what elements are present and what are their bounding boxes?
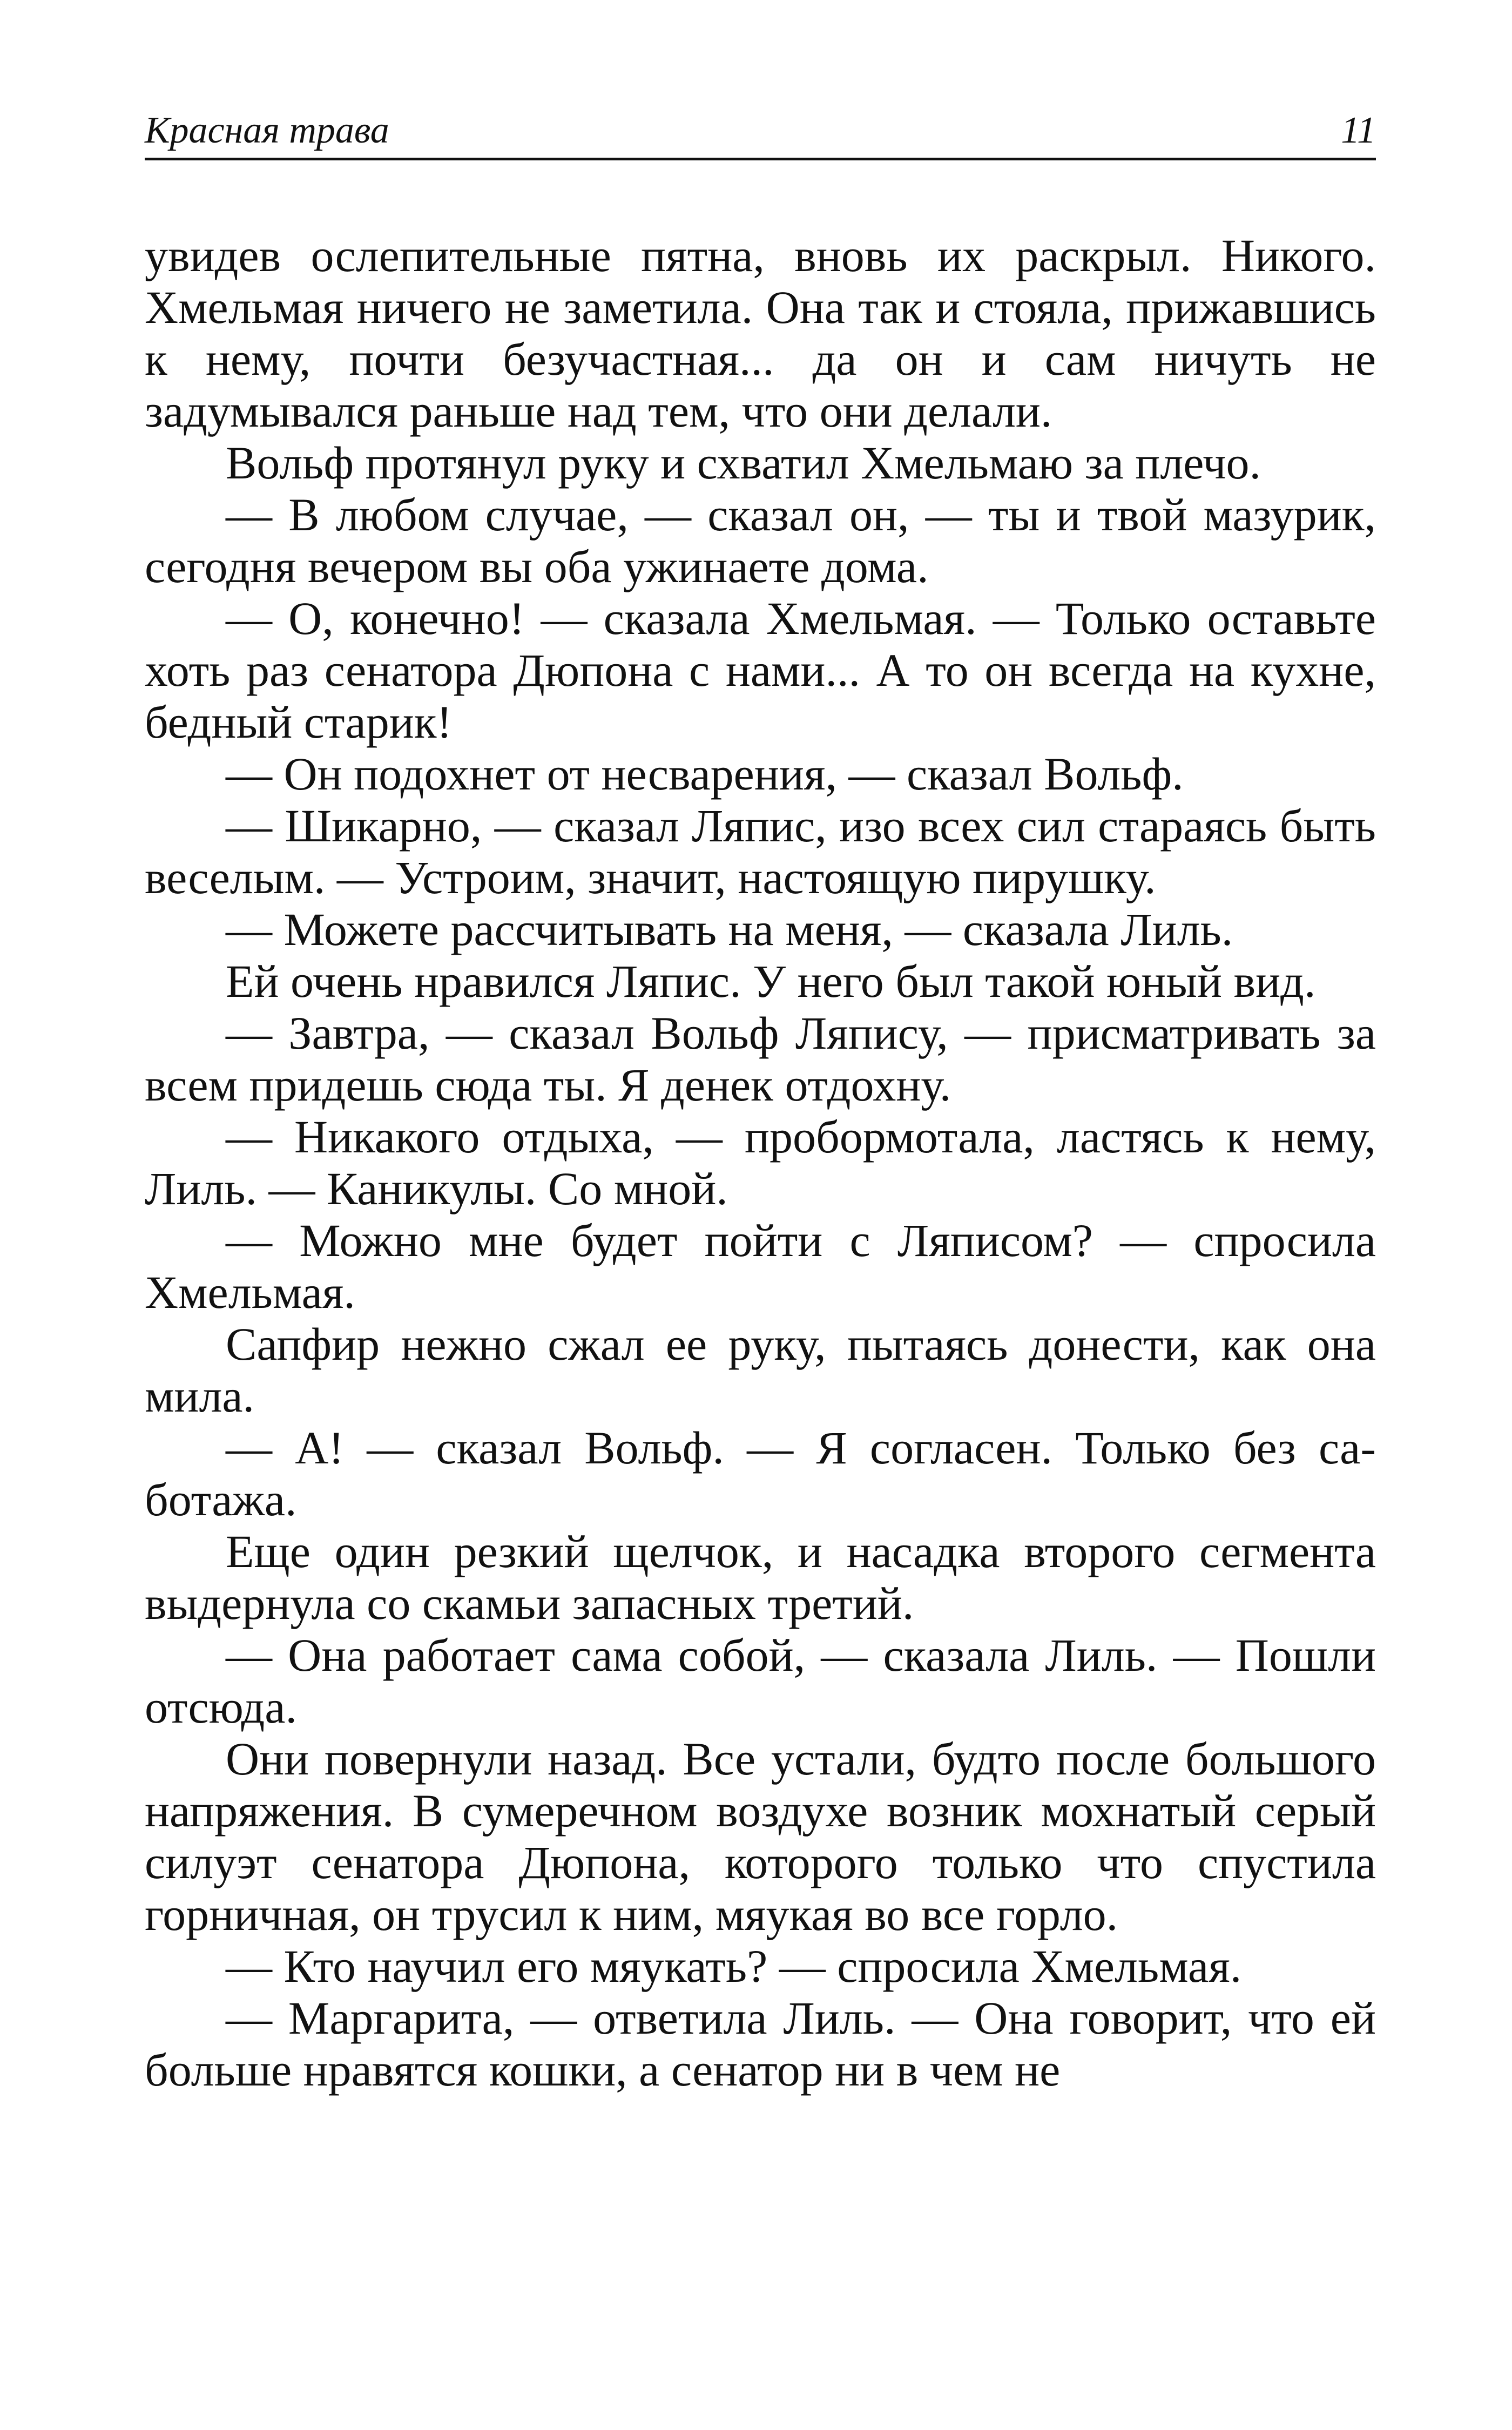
header-rule — [145, 158, 1376, 160]
paragraph: — Она работает сама собой, — сказала Лиль. — Пошли отсюда. — [145, 1629, 1376, 1733]
chapter-title: Красная трава — [145, 110, 389, 151]
paragraph: — Кто научил его мяукать? — спросила Хмельмая. — [226, 1940, 1242, 1992]
paragraph: — Можно мне будет пойти с Ляписом? — спросила Хмельмая. — [145, 1214, 1376, 1318]
paragraph: увидев ослепительные пятна, вновь их раскрыл. Никого. Хмельмая ничего не заметила. Она так и стояла, прижавшись к нему, почти безучастная... да он и сам ничуть не задумывался раньше над тем, что они делали. — [145, 230, 1376, 437]
paragraph: Они повернули назад. Все устали, будто после большого напряжения. В сумеречном воздухе возник мохнатый серый силуэт сенатора Дюпона, которого только что спустила горничная, он трусил к ним, мяукая во все горло. — [145, 1733, 1376, 1940]
page-number: 11 — [1341, 110, 1376, 151]
paragraph: — Шикарно, — сказал Ляпис, изо всех сил стараясь быть веселым. — Устроим, значит, настоящую пирушку. — [145, 800, 1376, 903]
paragraph: — Никакого отдыха, — пробормотала, ластясь к нему, Лиль. — Каникулы. Со мной. — [145, 1111, 1376, 1214]
paragraph: Вольф протянул руку и схватил Хмельмаю за плечо. — [226, 437, 1261, 489]
paragraph: — А! — сказал Вольф. — Я согласен. Только без саботажа. — [145, 1422, 1376, 1526]
paragraph: — Маргарита, — ответила Лиль. — Она говорит, что ей больше нравятся кошки, а сенатор ни в чем не — [145, 1992, 1376, 2096]
paragraph: — Завтра, — сказал Вольф Ляпису, — присматривать за всем придешь сюда ты. Я денек отдохну. — [145, 1007, 1376, 1111]
paragraph: — В любом случае, — сказал он, — ты и твой мазурик, сегодня вечером вы оба ужинаете дома. — [145, 489, 1376, 592]
body-text — [145, 230, 1376, 2096]
paragraph: Еще один резкий щелчок, и насадка второго сегмента выдернула со скамьи запасных третий. — [145, 1526, 1376, 1629]
running-head — [145, 106, 1376, 156]
paragraph: — О, конечно! — сказала Хмельмая. — Только оставьте хоть раз сенатора Дюпона с нами... А то он всегда на кухне, бедный старик! — [145, 592, 1376, 748]
paragraph: Сапфир нежно сжал ее руку, пытаясь донести, как она мила. — [145, 1318, 1376, 1422]
paragraph: — Можете рассчитывать на меня, — сказала Лиль. — [226, 903, 1233, 955]
paragraph: — Он подохнет от несварения, — сказал Вольф. — [226, 748, 1184, 800]
paragraph: Ей очень нравился Ляпис. У него был такой юный вид. — [226, 955, 1316, 1007]
